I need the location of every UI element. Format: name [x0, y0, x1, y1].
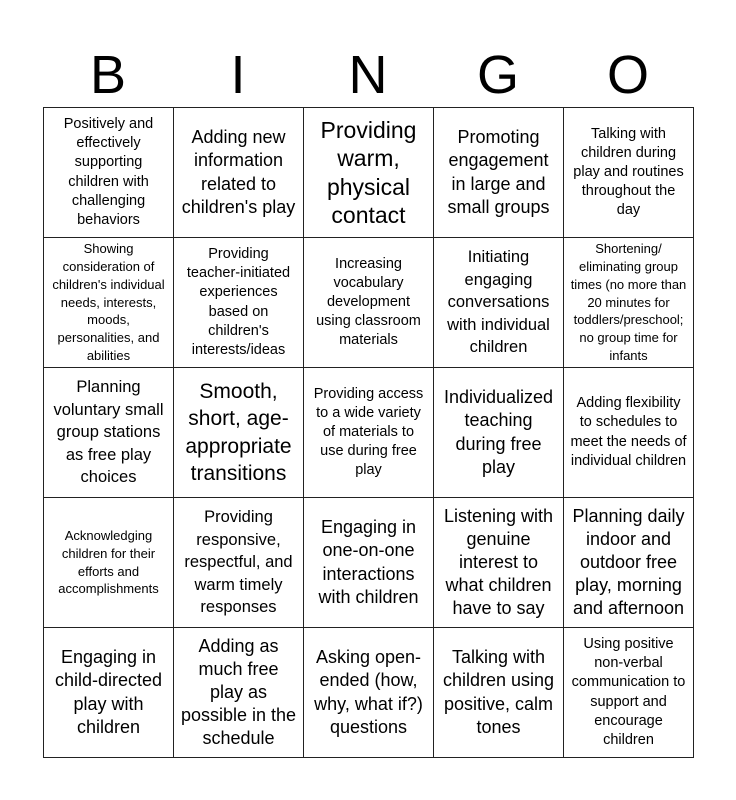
cell-text: Promoting engagement in large and small groups [447, 127, 550, 217]
bingo-cell[interactable] [44, 498, 174, 628]
header-letter-g: G [476, 45, 519, 105]
cell-text: Adding as much free play as possible in the schedule [180, 635, 297, 749]
grid-row [44, 628, 694, 758]
grid-row [44, 108, 694, 238]
cell-text: Smooth, short, age-appropriate transitions [185, 379, 292, 485]
cell-text: Talking with children using positive, calm tones [442, 647, 555, 737]
header-letter-i: I [230, 45, 246, 105]
bingo-cell[interactable] [564, 498, 694, 628]
cell-text: Positively and effectively supporting children with challenging behaviors [63, 116, 154, 228]
bingo-grid [43, 107, 694, 758]
bingo-cell[interactable] [304, 498, 434, 628]
grid-row [44, 368, 694, 498]
bingo-cell[interactable] [174, 108, 304, 238]
grid-row [44, 498, 694, 628]
header-letter-o: O [606, 45, 649, 105]
bingo-cell[interactable] [44, 368, 174, 498]
cell-text: Planning daily indoor and outdoor free play, morning and afternoon [572, 505, 685, 619]
cell-text: Providing responsive, respectful, and warm timely responses [184, 508, 293, 617]
header-letter-n: N [348, 45, 388, 105]
bingo-cell[interactable] [564, 628, 694, 758]
bingo-cell[interactable] [564, 368, 694, 498]
bingo-cell[interactable] [434, 108, 564, 238]
cell-text: Providing teacher-initiated experiences based on children's interests/ideas [186, 246, 291, 358]
cell-text: Acknowledging children for their efforts and accomplishments [58, 527, 159, 597]
bingo-cell[interactable] [434, 238, 564, 368]
bingo-cell[interactable] [44, 108, 174, 238]
cell-text: Engaging in one-on-one interactions with children [318, 517, 419, 607]
bingo-cell[interactable] [434, 368, 564, 498]
cell-text: Talking with children during play and routines throughout the day [573, 125, 684, 219]
cell-text: Individualized teaching during free play [443, 387, 554, 477]
bingo-cell[interactable] [174, 498, 304, 628]
bingo-cell[interactable] [564, 108, 694, 238]
bingo-cell[interactable] [174, 628, 304, 758]
cell-text: Adding flexibility to schedules to meet the needs of individual children [570, 395, 687, 469]
bingo-cell[interactable] [304, 238, 434, 368]
bingo-cell[interactable] [44, 238, 174, 368]
cell-text: Engaging in child-directed play with children [54, 647, 163, 737]
bingo-cell[interactable] [304, 628, 434, 758]
cell-text: Asking open-ended (how, why, what if?) questions [314, 647, 423, 737]
cell-text: Shortening/ eliminating group times (no more than 20 minutes for toddlers/preschool; no group time for infants [570, 240, 687, 364]
cell-text: Providing access to a wide variety of materials to use during free play [313, 385, 424, 479]
cell-text: Adding new information related to children's play [181, 127, 296, 217]
bingo-cell[interactable] [564, 238, 694, 368]
cell-text: Providing warm, physical contact [320, 117, 417, 228]
bingo-cell[interactable] [304, 108, 434, 238]
bingo-cell[interactable] [174, 368, 304, 498]
bingo-cell[interactable] [44, 628, 174, 758]
grid-row [44, 238, 694, 368]
cell-text: Showing consideration of children's individual needs, interests, moods, personalities, and abilities [52, 240, 165, 364]
cell-text: Planning voluntary small group stations as free play choices [53, 378, 164, 487]
header-letter-b: B [89, 45, 127, 105]
bingo-cell[interactable] [174, 238, 304, 368]
bingo-cell[interactable] [304, 368, 434, 498]
cell-text: Increasing vocabulary development using classroom materials [316, 255, 421, 349]
cell-text: Using positive non-verbal communication to support and encourage children [571, 636, 686, 748]
cell-text: Listening with genuine interest to what children have to say [443, 505, 554, 619]
cell-text: Initiating engaging conversations with individual children [447, 248, 550, 357]
bingo-cell[interactable] [434, 498, 564, 628]
bingo-header [43, 40, 693, 110]
bingo-cell[interactable] [434, 628, 564, 758]
